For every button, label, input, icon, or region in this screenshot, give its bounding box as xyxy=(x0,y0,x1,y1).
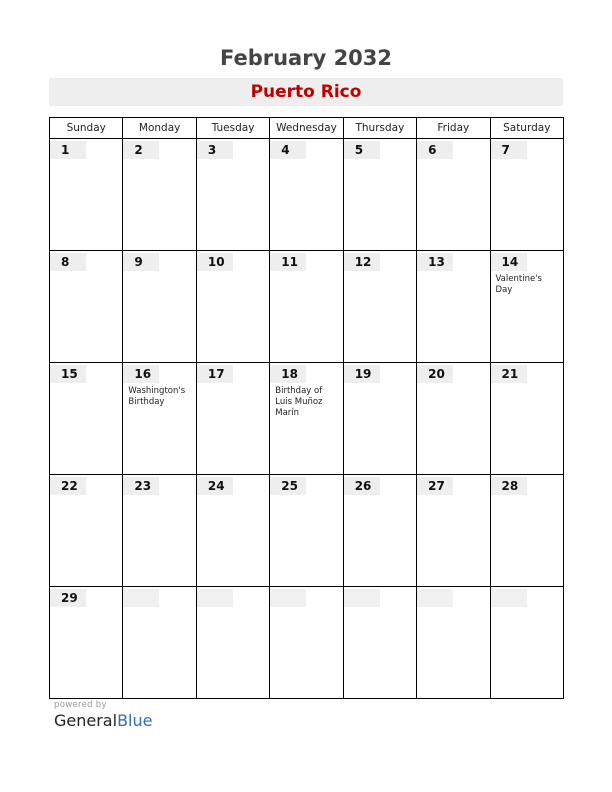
day-cell[interactable] xyxy=(123,587,196,699)
day-number: 21 xyxy=(491,365,527,383)
weekday-header: Sunday xyxy=(50,118,123,139)
day-number: 9 xyxy=(123,253,159,271)
day-cell[interactable] xyxy=(417,139,490,251)
brand-general: General xyxy=(54,711,118,730)
day-cell[interactable] xyxy=(50,363,123,475)
day-cell[interactable] xyxy=(196,139,269,251)
day-number: 26 xyxy=(344,477,380,495)
day-cell[interactable] xyxy=(343,475,416,587)
calendar-grid xyxy=(49,117,564,699)
week-row xyxy=(50,587,564,699)
day-cell[interactable] xyxy=(50,587,123,699)
day-number xyxy=(197,589,233,607)
day-number: 12 xyxy=(344,253,380,271)
day-cell[interactable] xyxy=(196,475,269,587)
day-cell[interactable] xyxy=(123,475,196,587)
day-number xyxy=(491,589,527,607)
day-number xyxy=(417,589,453,607)
day-number: 15 xyxy=(50,365,86,383)
day-cell[interactable] xyxy=(417,587,490,699)
day-number xyxy=(270,589,306,607)
day-cell[interactable] xyxy=(50,251,123,363)
week-row xyxy=(50,475,564,587)
day-number: 20 xyxy=(417,365,453,383)
day-number: 13 xyxy=(417,253,453,271)
day-number: 17 xyxy=(197,365,233,383)
day-number: 14 xyxy=(491,253,527,271)
day-cell[interactable] xyxy=(123,139,196,251)
day-number: 23 xyxy=(123,477,159,495)
day-number: 18 xyxy=(270,365,306,383)
day-cell[interactable] xyxy=(123,251,196,363)
generalblue-logo[interactable] xyxy=(54,711,152,730)
day-number: 27 xyxy=(417,477,453,495)
day-number: 7 xyxy=(491,141,527,159)
country-banner xyxy=(49,78,563,106)
weekday-header: Tuesday xyxy=(196,118,269,139)
weekday-header-row xyxy=(50,118,564,139)
day-number: 3 xyxy=(197,141,233,159)
day-number: 10 xyxy=(197,253,233,271)
holiday-label: Birthday of Luis Muñoz Marín xyxy=(275,386,323,418)
day-cell[interactable] xyxy=(123,363,196,475)
day-cell[interactable] xyxy=(196,251,269,363)
day-cell[interactable] xyxy=(490,475,563,587)
day-number xyxy=(123,589,159,607)
day-number xyxy=(344,589,380,607)
brand-blue: Blue xyxy=(117,711,153,730)
day-cell[interactable] xyxy=(490,363,563,475)
week-row xyxy=(50,251,564,363)
country-name: Puerto Rico xyxy=(250,82,362,102)
day-cell[interactable] xyxy=(270,139,343,251)
day-cell[interactable] xyxy=(50,475,123,587)
day-cell[interactable] xyxy=(417,475,490,587)
week-row xyxy=(50,363,564,475)
day-number: 22 xyxy=(50,477,86,495)
day-number: 1 xyxy=(50,141,86,159)
day-cell[interactable] xyxy=(490,139,563,251)
day-number: 25 xyxy=(270,477,306,495)
day-cell[interactable] xyxy=(270,587,343,699)
day-cell[interactable] xyxy=(490,587,563,699)
day-cell[interactable] xyxy=(270,251,343,363)
weekday-header: Wednesday xyxy=(270,118,343,139)
day-cell[interactable] xyxy=(343,587,416,699)
day-cell[interactable] xyxy=(490,251,563,363)
day-cell[interactable] xyxy=(417,251,490,363)
day-number: 5 xyxy=(344,141,380,159)
day-cell[interactable] xyxy=(417,363,490,475)
day-number: 11 xyxy=(270,253,306,271)
holiday-label: Washington's Birthday xyxy=(128,386,186,407)
day-cell[interactable] xyxy=(270,475,343,587)
day-number: 8 xyxy=(50,253,86,271)
day-number: 28 xyxy=(491,477,527,495)
day-number: 16 xyxy=(123,365,159,383)
holiday-label: Valentine's Day xyxy=(495,274,542,295)
day-number: 24 xyxy=(197,477,233,495)
footer-branding xyxy=(54,700,152,730)
day-cell[interactable] xyxy=(50,139,123,251)
day-cell[interactable] xyxy=(343,251,416,363)
day-cell[interactable] xyxy=(343,139,416,251)
day-number: 29 xyxy=(50,589,86,607)
calendar-title: February 2032 xyxy=(219,46,393,70)
weekday-header: Saturday xyxy=(490,118,563,139)
powered-by-text: powered by xyxy=(54,700,107,710)
week-row xyxy=(50,139,564,251)
weekday-header: Monday xyxy=(123,118,196,139)
day-number: 2 xyxy=(123,141,159,159)
day-cell[interactable] xyxy=(270,363,343,475)
day-number: 4 xyxy=(270,141,306,159)
day-number: 19 xyxy=(344,365,380,383)
day-cell[interactable] xyxy=(196,363,269,475)
day-number: 6 xyxy=(417,141,453,159)
weekday-header: Thursday xyxy=(343,118,416,139)
day-cell[interactable] xyxy=(343,363,416,475)
weekday-header: Friday xyxy=(417,118,490,139)
day-cell[interactable] xyxy=(196,587,269,699)
